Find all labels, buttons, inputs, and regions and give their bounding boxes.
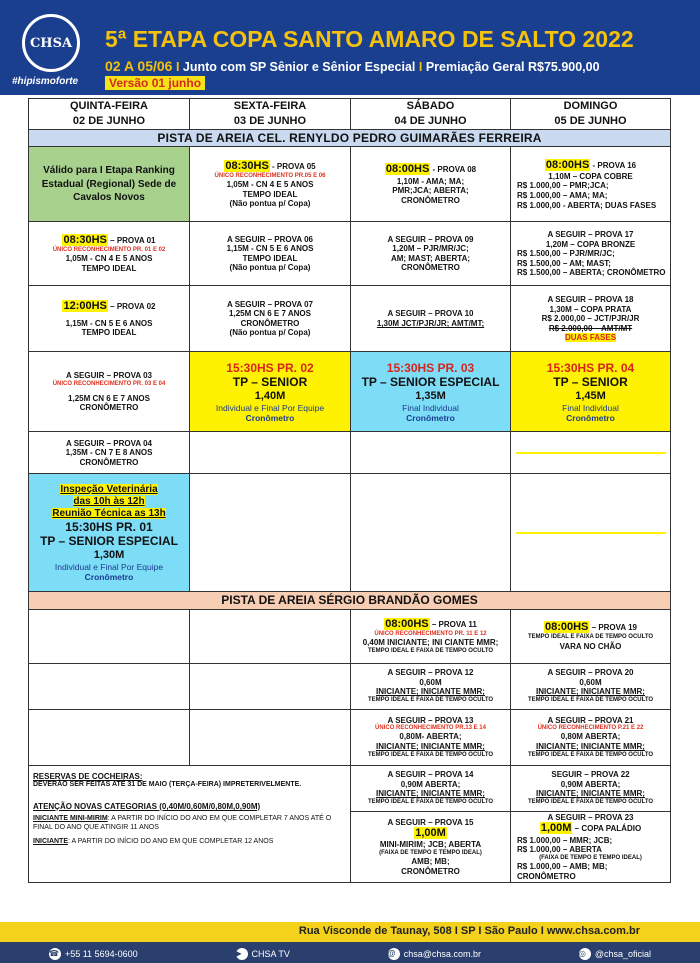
subtitle — [105, 58, 600, 74]
prova-17-cell: A SEGUIR – PROVA 17 1,20M – COPA BRONZE R$ 1.500,00 – PJR/MR/JC; R$ 1.500,00 – AM; MAST; R$ 1.500,00 – ABERTA; CRONÔMETRO — [511, 222, 671, 286]
yellow-underline — [516, 532, 666, 534]
empty-cell — [29, 609, 190, 663]
schedule-row — [29, 286, 671, 352]
version-badge: Versão 01 junho — [105, 76, 205, 90]
prova-06-cell: A SEGUIR – PROVA 06 1,15M - CN 5 E 6 ANOS TEMPO IDEAL (Não pontua p/ Copa) — [190, 222, 351, 286]
empty-cell — [190, 709, 351, 765]
tp-senior-pr02-cell: 15:30HS PR. 02 TP – SENIOR 1,40M Individual e Final Por Equipe Cronômetro — [190, 352, 351, 432]
prova-13-cell: A SEGUIR – PROVA 13 ÚNICO RECONHECIMENTO PR.13 E 14 0,80M- ABERTA; INICIANTE; INICIANTE MMR; TEMPO IDEAL E FAIXA DE TEMPO OCULTO — [351, 709, 511, 765]
empty-cell — [351, 432, 511, 474]
footer-address-bar — [0, 922, 700, 942]
day-header-sun: DOMINGO 05 DE JUNHO — [511, 99, 671, 130]
footer-instagram[interactable]: ◎ @chsa_oficial — [578, 948, 652, 959]
day-header-fri: SEXTA-FEIRA 03 DE JUNHO — [190, 99, 351, 130]
prova-08-cell: 08:00HS - PROVA 08 1,10M - AMA; MA; PMR;JCA; ABERTA; CRONÔMETRO — [351, 147, 511, 222]
notes-cell: RESERVAS DE COCHEIRAS: DEVERÃO SER FEITAS ATÉ 31 DE MAIO (TERÇA-FEIRA) IMPRETERIVELMENTE. ATENÇÃO NOVAS CATEGORIAS (0,40M/0,60M/0,80M,0,90M) INICIANTE MINI-MIRIM: A PARTIR DO INÍCIO DO ANO EM QUE COMPLETAR 7 ANOS ATÉ O FINAL DO ANO QUE ATINGIR 11 ANOS INICIANTE: A PARTIR DO INÍCIO DO ANO EM QUE COMPLETAR 12 ANOS — [29, 765, 351, 882]
tp-senior-especial-pr01-cell: Inspeção Veterinária das 10h às 12h Reunião Técnica as 13h 15:30HS PR. 01 TP – SENIOR ESPECIAL 1,30M Individual e Final Por Equipe Cronômetro — [29, 474, 190, 592]
schedule-row — [29, 765, 671, 811]
prova-03-cell: A SEGUIR – PROVA 03 ÚNICO RECONHECIMENTO PR. 03 E 04 1,25M CN 6 E 7 ANOS CRONÔMETRO — [29, 352, 190, 432]
prova-05-cell: 08:30HS - PROVA 05 ÚNICO RECONHECIMENTO PR.05 E 06 1,05M - CN 4 E 5 ANOS TEMPO IDEAL (Não pontua p/ Copa) — [190, 147, 351, 222]
prova-21-cell: A SEGUIR – PROVA 21 ÚNICO RECONHECIMENTO P.21 E 22 0,80M ABERTA; INICIANTE; INICIANTE MMR; TEMPO IDEAL E FAIXA DE TEMPO OCULTO — [511, 709, 671, 765]
prova-07-cell: A SEGUIR – PROVA 07 1,25M CN 6 E 7 ANOS CRONÔMETRO (Não pontua p/ Copa) — [190, 286, 351, 352]
subtitle-part1: Junto com SP Sênior e Sênior Especial — [182, 60, 416, 74]
empty-cell — [190, 609, 351, 663]
schedule-row — [29, 609, 671, 663]
schedule-row — [29, 663, 671, 709]
prova-19-cell: 08:00HS – PROVA 19 TEMPO IDEAL E FAIXA DE TEMPO OCULTO VARA NO CHÃO — [511, 609, 671, 663]
schedule-row — [29, 222, 671, 286]
footer-youtube[interactable]: ▶ CHSA TV — [235, 948, 290, 959]
prova-10-cell: A SEGUIR – PROVA 10 1,30M JCT/PJR/JR; AMT/MT; — [351, 286, 511, 352]
footer-email[interactable]: @ chsa@chsa.com.br — [387, 948, 481, 959]
footer-contacts — [0, 944, 700, 963]
empty-cell — [190, 474, 351, 592]
prova-23-cell: A SEGUIR – PROVA 23 1,00M – COPA PALÁDIO R$ 1.000,00 – MMR; JCB; R$ 1.000,00 – ABERTA (FAIXA DE TEMPO E TEMPO IDEAL) R$ 1.000,00 – AMB; MB; CRONÔMETRO — [511, 811, 671, 882]
empty-cell — [190, 663, 351, 709]
prova-09-cell: A SEGUIR – PROVA 09 1,20M – PJR/MR/JC; AM; MAST; ABERTA; CRONÔMETRO — [351, 222, 511, 286]
prova-22-cell: SEGUIR – PROVA 22 0,90M ABERTA; INICIANTE; INICIANTE MMR; TEMPO IDEAL E FAIXA DE TEMPO OCULTO — [511, 765, 671, 811]
separator: I — [418, 60, 426, 74]
schedule-row — [29, 352, 671, 432]
instagram-icon: ◎ — [579, 948, 591, 960]
schedule-row — [29, 709, 671, 765]
empty-cell — [351, 474, 511, 592]
schedule-row — [29, 432, 671, 474]
separator: I — [175, 60, 183, 74]
prova-02-cell: 12:00HS – PROVA 02 1,15M - CN 5 E 6 ANOS TEMPO IDEAL — [29, 286, 190, 352]
subtitle-part2: Premiação Geral R$75.900,00 — [425, 60, 600, 74]
date-range: 02 A 05/06 — [105, 58, 173, 74]
empty-cell — [29, 663, 190, 709]
empty-cell — [190, 432, 351, 474]
youtube-icon: ▶ — [236, 948, 248, 960]
logo-text: CHSA — [29, 35, 73, 51]
prova-14-cell: A SEGUIR – PROVA 14 0,90M ABERTA; INICIANTE; INICIANTE MMR; TEMPO IDEAL E FAIXA DE TEMPO OCULTO — [351, 765, 511, 811]
prova-11-cell: 08:00HS – PROVA 11 ÚNICO RECONHECIMENTO PR. 11 E 12 0,40M INICIANTE; INI CIANTE MMR; TEMPO IDEAL E FAIXA DE TEMPO OCULTO — [351, 609, 511, 663]
yellow-underline — [516, 452, 666, 454]
empty-cell — [511, 432, 671, 474]
footer-address: Rua Visconde de Taunay, 508 I SP I São Paulo I www.chsa.com.br — [298, 925, 640, 937]
prova-01-cell: 08:30HS – PROVA 01 ÚNICO RECONHECIMENTO PR. 01 E 02 1,05M - CN 4 E 5 ANOS TEMPO IDEAL — [29, 222, 190, 286]
footer-phone[interactable]: ☎ +55 11 5694-0600 — [48, 948, 138, 959]
day-header-sat: SÁBADO 04 DE JUNHO — [351, 99, 511, 130]
pista1-row — [29, 130, 671, 147]
ranking-note-cell: Válido para I Etapa Ranking Estadual (Regional) Sede de Cavalos Novos — [29, 147, 190, 222]
phone-icon: ☎ — [49, 948, 61, 960]
prova-04-cell: A SEGUIR – PROVA 04 1,35M - CN 7 E 8 ANOS CRONÔMETRO — [29, 432, 190, 474]
prova-15-cell: A SEGUIR – PROVA 15 1,00M MINI-MIRIM; JCB; ABERTA (FAIXA DE TEMPO E TEMPO IDEAL) AMB; MB; CRONÔMETRO — [351, 811, 511, 882]
tp-senior-especial-pr03-cell: 15:30HS PR. 03 TP – SENIOR ESPECIAL 1,35M Final Individual Cronômetro — [351, 352, 511, 432]
empty-cell — [29, 709, 190, 765]
tp-senior-pr04-cell: 15:30HS PR. 04 TP – SENIOR 1,45M Final Individual Cronômetro — [511, 352, 671, 432]
prova-20-cell: A SEGUIR – PROVA 20 0,60M INICIANTE; INICIANTE MMR; TEMPO IDEAL E FAIXA DE TEMPO OCULTO — [511, 663, 671, 709]
day-header-thu: QUINTA-FEIRA 02 DE JUNHO — [29, 99, 190, 130]
schedule-table — [28, 98, 671, 883]
pista2-title: PISTA DE AREIA SÉRGIO BRANDÃO GOMES — [29, 592, 671, 609]
day-header-row — [29, 99, 671, 130]
header-banner — [0, 0, 700, 95]
footer — [0, 922, 700, 963]
prova-16-cell: 08:00HS - PROVA 16 1,10M – COPA COBRE R$ 1.000,00 – PMR;JCA; R$ 1.000,00 – AMA; MA; R$ 1.000,00 - ABERTA; DUAS FASES — [511, 147, 671, 222]
pista1-title: PISTA DE AREIA CEL. RENYLDO PEDRO GUIMARÃES FERREIRA — [29, 130, 671, 147]
prova-12-cell: A SEGUIR – PROVA 12 0,60M INICIANTE; INICIANTE MMR; TEMPO IDEAL E FAIXA DE TEMPO OCULTO — [351, 663, 511, 709]
schedule-row — [29, 147, 671, 222]
email-icon: @ — [388, 948, 400, 960]
pista2-row — [29, 592, 671, 609]
chsa-logo — [22, 14, 80, 72]
schedule-row — [29, 474, 671, 592]
empty-cell — [511, 474, 671, 592]
prova-18-cell: A SEGUIR – PROVA 18 1,30M – COPA PRATA R$ 2.000,00 – JCT/PJR/JR R$ 2.000,00 – AMT/MT DUAS FASES — [511, 286, 671, 352]
hashtag: #hipismoforte — [12, 76, 79, 87]
page-title: 5ª ETAPA COPA SANTO AMARO DE SALTO 2022 — [105, 26, 634, 52]
